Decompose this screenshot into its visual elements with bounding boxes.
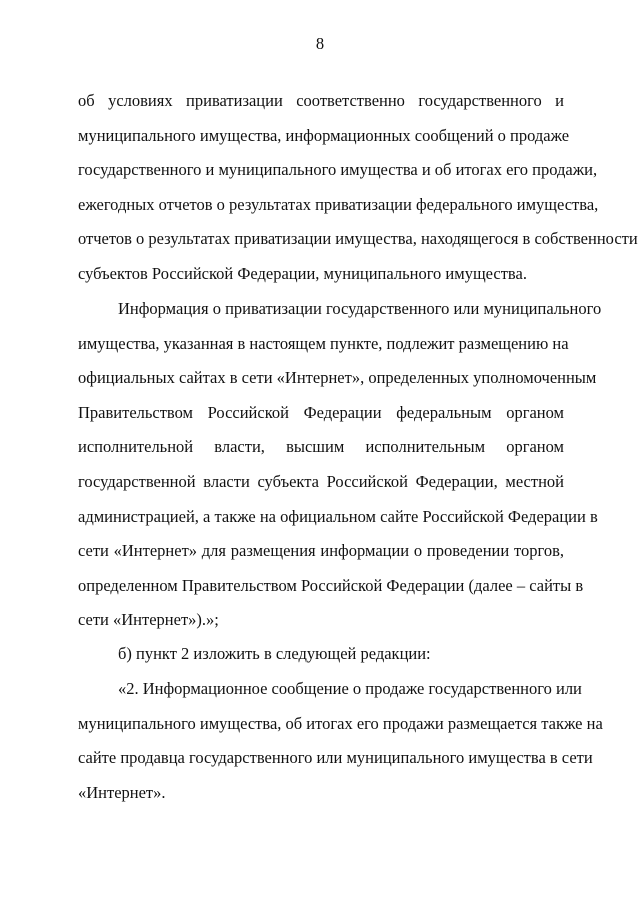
text-line: ежегодных отчетов о результатах приватизации федерального имущества,: [78, 194, 599, 214]
text-line: администрацией, а также на официальном сайте Российской Федерации в: [78, 506, 598, 526]
text-line: сети «Интернет»).»;: [78, 610, 219, 630]
text-line: определенном Правительством Российской Федерации (далее – сайты в: [78, 575, 584, 595]
paragraph-2: [78, 292, 602, 638]
text-line: государственного и муниципального имущества и об итогах его продажи,: [78, 160, 598, 180]
text-line: об условиях приватизации соответственно государственного и: [78, 91, 564, 110]
paragraph-3: [78, 637, 564, 672]
text-line: Информация о приватизации государственного или муниципального: [118, 299, 602, 318]
text-line: имущества, указанная в настоящем пункте, подлежит размещению на: [78, 333, 569, 353]
text-line: субъектов Российской Федерации, муниципального имущества.: [78, 263, 527, 283]
text-line: Правительством Российской Федерации федеральным органом: [78, 402, 564, 422]
text-line: отчетов о результатах приватизации имущества, находящегося в собственности: [78, 229, 638, 249]
text-line: исполнительной власти, высшим исполнительным органом: [78, 437, 564, 457]
text-line: б) пункт 2 изложить в следующей редакции:: [118, 644, 431, 663]
text-line: официальных сайтах в сети «Интернет», определенных уполномоченным: [78, 368, 597, 388]
paragraph-4: [78, 672, 603, 810]
text-line: государственной власти субъекта Российской Федерации, местной: [78, 471, 564, 491]
paragraph-1: [78, 84, 638, 292]
text-line: муниципального имущества, информационных сообщений о продаже: [78, 125, 570, 145]
text-line: муниципального имущества, об итогах его продажи размещается также на: [78, 713, 603, 733]
text-line: «2. Информационное сообщение о продаже государственного или: [118, 679, 582, 698]
text-line: «Интернет».: [78, 782, 166, 802]
text-line: сайте продавца государственного или муниципального имущества в сети: [78, 748, 593, 768]
text-line: сети «Интернет» для размещения информации о проведении торгов,: [78, 541, 564, 561]
page-number: 8: [315, 34, 325, 53]
